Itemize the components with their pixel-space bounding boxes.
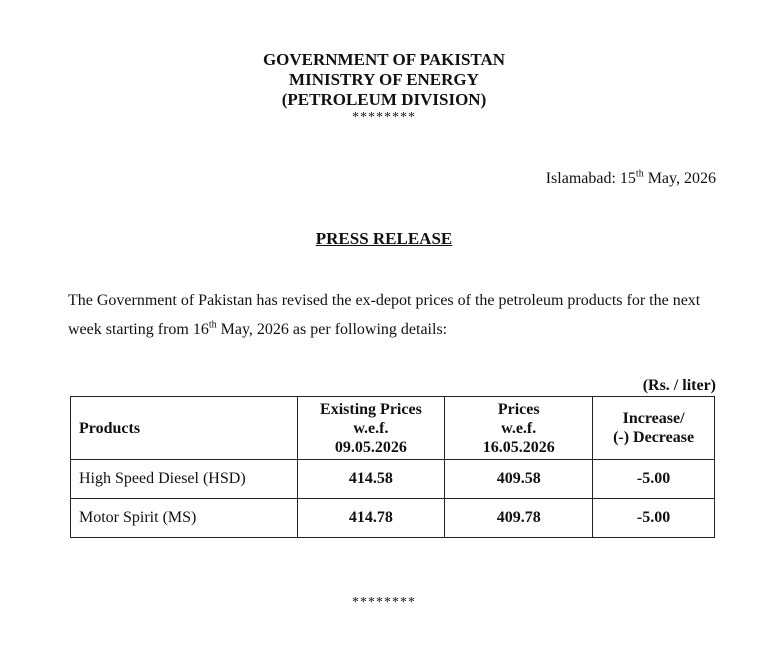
header-change-line1: Increase/ [622,410,685,427]
header-new-prices [445,397,593,460]
header-new-line2: w.e.f. [501,419,537,437]
dateline-ordinal: th [635,168,644,180]
table-row [71,499,715,538]
table-row [71,460,715,499]
intro-paragraph-ordinal: th [208,319,217,331]
dateline-prefix: Islamabad: 15 [545,170,636,187]
product-name: High Speed Diesel (HSD) [71,460,298,499]
header-line-government: GOVERNMENT OF PAKISTAN [262,50,506,69]
press-release-title: PRESS RELEASE [315,229,453,248]
header-change-line2: (-) Decrease [613,429,695,446]
footer-stars-divider: ******** [352,595,416,610]
new-price: 409.58 [445,460,593,499]
intro-paragraph-part1: The Government of Pakistan has revised the ex-depot prices of the petroleum products for the next week starting from 16 [68,292,701,338]
header-stars-divider: ******** [352,110,416,125]
price-change: -5.00 [593,460,715,499]
existing-price: 414.58 [297,460,445,499]
header-existing-line2: w.e.f. [353,419,389,437]
existing-price: 414.78 [297,499,445,538]
header-existing-line1: Existing Prices [320,400,422,418]
dateline-suffix: May, 2026 [643,170,716,187]
header-line-ministry: MINISTRY OF ENERGY [289,70,479,89]
intro-paragraph [68,286,728,344]
price-table [70,396,715,538]
table-header-row [71,397,715,460]
header-existing-line3: 09.05.2026 [334,438,407,456]
intro-paragraph-part2: May, 2026 as per following details: [216,321,448,338]
header-new-line1: Prices [497,400,540,418]
price-change: -5.00 [593,499,715,538]
product-name: Motor Spirit (MS) [71,499,298,538]
unit-label: (Rs. / liter) [642,377,716,394]
header-existing-prices [297,397,445,460]
header-products: Products [71,397,298,460]
header-line-division: (PETROLEUM DIVISION) [281,90,487,109]
header-change [593,397,715,460]
header-new-line3: 16.05.2026 [482,438,555,456]
new-price: 409.78 [445,499,593,538]
dateline [546,170,716,188]
